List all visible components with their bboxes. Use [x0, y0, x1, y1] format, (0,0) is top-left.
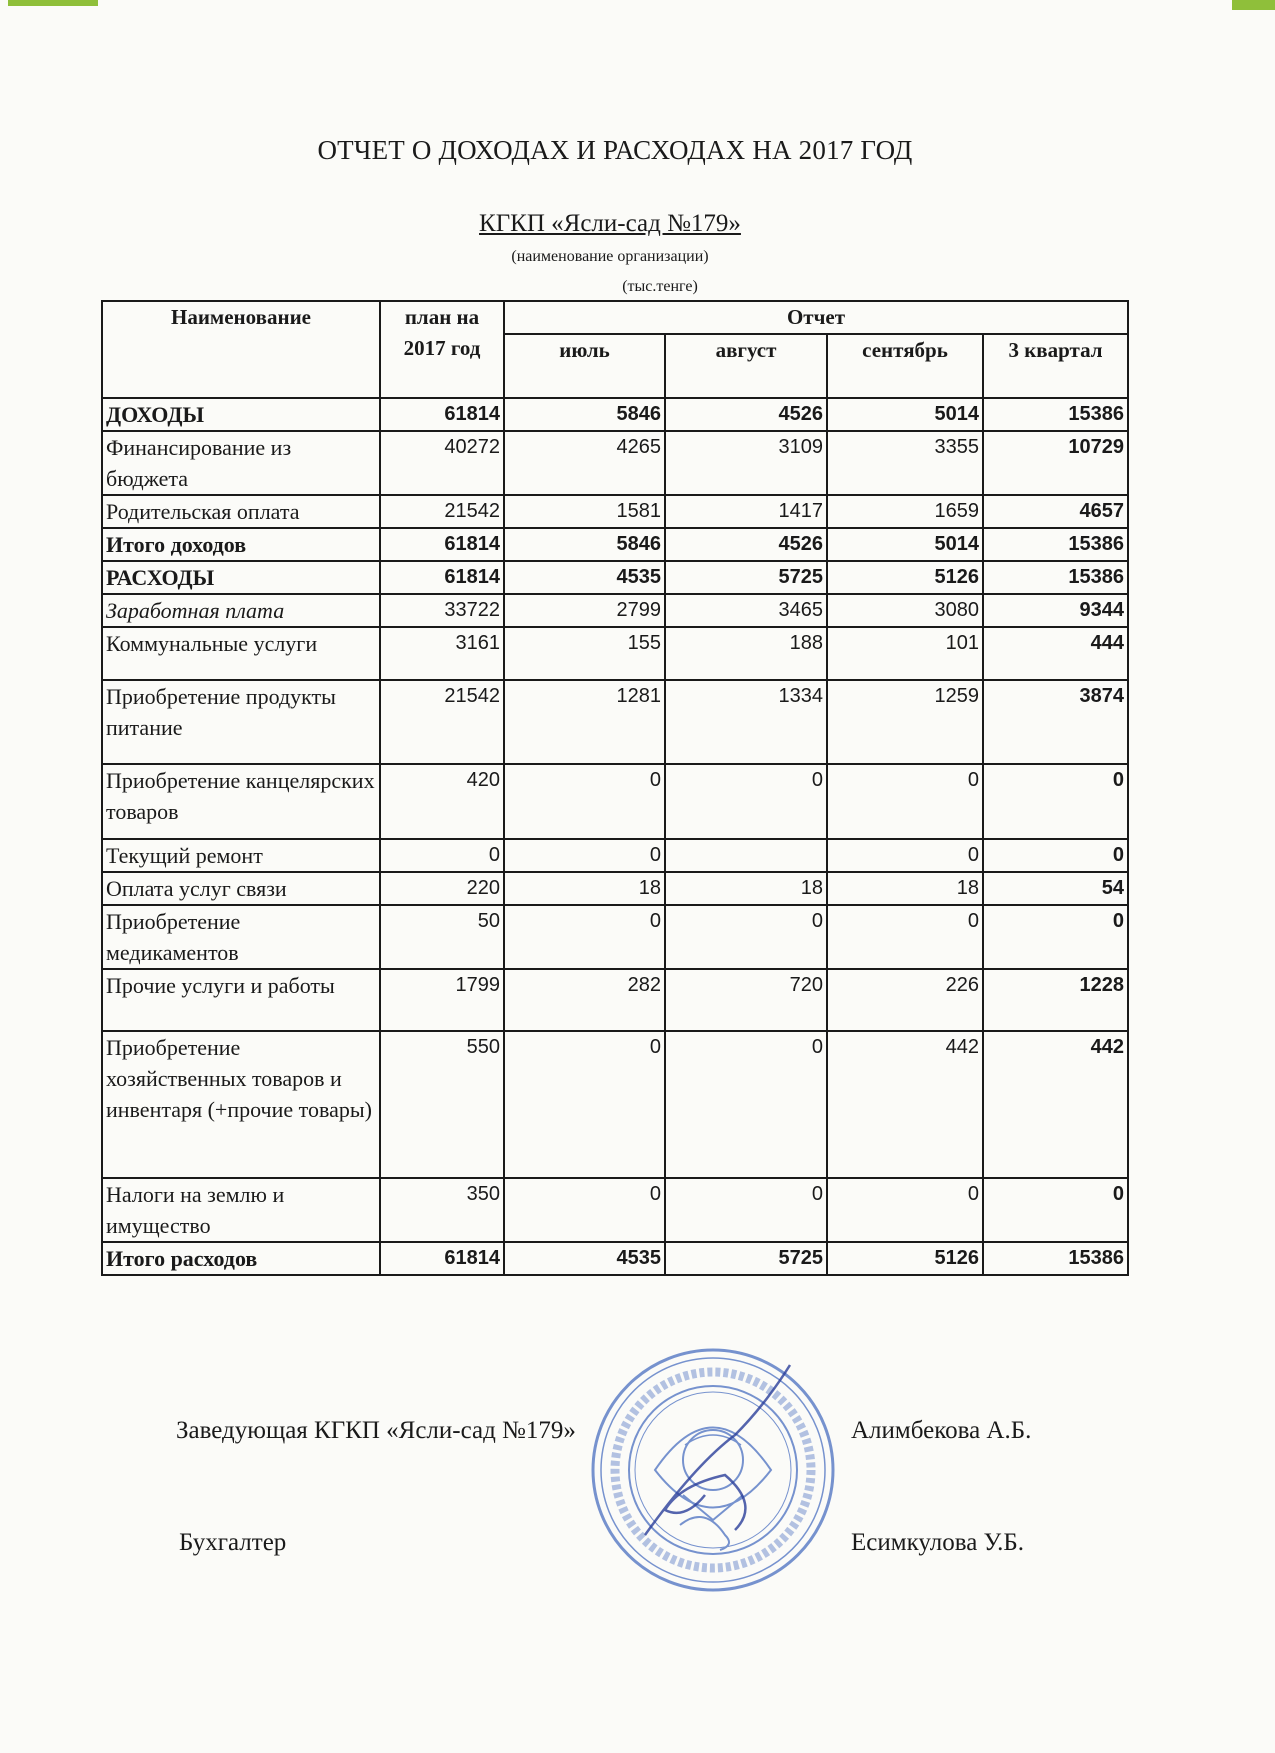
row-august: 720	[665, 969, 827, 1031]
table-row	[102, 431, 1128, 495]
row-august: 1334	[665, 680, 827, 764]
row-quarter: 0	[983, 905, 1128, 969]
row-september: 18	[827, 872, 983, 905]
report-title: ОТЧЕТ О ДОХОДАХ И РАСХОДАХ НА 2017 ГОД	[317, 135, 913, 165]
row-august: 0	[665, 905, 827, 969]
row-name: Приобретение медикаментов	[102, 905, 380, 969]
row-july: 0	[504, 1178, 665, 1242]
row-september: 3080	[827, 594, 983, 627]
row-name: Приобретение продукты питание	[102, 680, 380, 764]
row-name: РАСХОДЫ	[102, 561, 380, 594]
header-quarter: 3 квартал	[983, 334, 1128, 398]
row-plan: 61814	[380, 398, 504, 431]
table-row	[102, 839, 1128, 872]
row-july: 1281	[504, 680, 665, 764]
row-quarter: 15386	[983, 398, 1128, 431]
row-august: 4526	[665, 528, 827, 561]
header-report: Отчет	[504, 301, 1128, 334]
units-caption: (тыс.тенге)	[622, 278, 698, 295]
row-september: 3355	[827, 431, 983, 495]
row-july: 0	[504, 905, 665, 969]
row-august: 0	[665, 1031, 827, 1178]
row-august: 0	[665, 1178, 827, 1242]
table-row	[102, 872, 1128, 905]
income-expense-table	[101, 300, 1129, 1276]
row-quarter: 10729	[983, 431, 1128, 495]
row-july: 4265	[504, 431, 665, 495]
row-september: 442	[827, 1031, 983, 1178]
header-august: август	[665, 334, 827, 398]
row-july: 18	[504, 872, 665, 905]
row-plan: 220	[380, 872, 504, 905]
organization-caption: (наименование организации)	[511, 248, 709, 265]
row-quarter: 0	[983, 764, 1128, 839]
row-name: Прочие услуги и работы	[102, 969, 380, 1031]
row-august: 3109	[665, 431, 827, 495]
row-name: ДОХОДЫ	[102, 398, 380, 431]
corner-mark-right	[1232, 0, 1275, 10]
table-row	[102, 969, 1128, 1031]
row-july: 0	[504, 1031, 665, 1178]
row-september: 0	[827, 839, 983, 872]
row-name: Приобретение хозяйственных товаров и инвентаря (+прочие товары)	[102, 1031, 380, 1178]
table-row	[102, 680, 1128, 764]
row-july: 155	[504, 627, 665, 680]
row-august: 5725	[665, 1242, 827, 1275]
accountant-title: Бухгалтер	[179, 1529, 287, 1556]
row-quarter: 1228	[983, 969, 1128, 1031]
row-september: 5126	[827, 561, 983, 594]
row-plan: 61814	[380, 561, 504, 594]
row-august: 188	[665, 627, 827, 680]
official-seal-stamp	[585, 1345, 841, 1595]
row-quarter: 4657	[983, 495, 1128, 528]
table-row	[102, 905, 1128, 969]
row-september: 0	[827, 1178, 983, 1242]
row-august	[665, 839, 827, 872]
header-plan: план на 2017 год	[380, 301, 504, 398]
row-plan: 21542	[380, 495, 504, 528]
row-september: 1659	[827, 495, 983, 528]
table-row	[102, 528, 1128, 561]
head-title: Заведующая КГКП «Ясли-сад №179»	[176, 1417, 576, 1444]
row-plan: 21542	[380, 680, 504, 764]
row-name: Финансирование из бюджета	[102, 431, 380, 495]
row-august: 5725	[665, 561, 827, 594]
row-plan: 350	[380, 1178, 504, 1242]
table-row	[102, 627, 1128, 680]
row-plan: 3161	[380, 627, 504, 680]
table-row	[102, 398, 1128, 431]
row-september: 101	[827, 627, 983, 680]
row-quarter: 444	[983, 627, 1128, 680]
header-july: июль	[504, 334, 665, 398]
row-name: Родительская оплата	[102, 495, 380, 528]
row-july: 282	[504, 969, 665, 1031]
table-row	[102, 764, 1128, 839]
row-august: 3465	[665, 594, 827, 627]
row-july: 0	[504, 764, 665, 839]
table-row	[102, 495, 1128, 528]
row-plan: 33722	[380, 594, 504, 627]
row-plan: 40272	[380, 431, 504, 495]
row-quarter: 15386	[983, 561, 1128, 594]
row-july: 5846	[504, 398, 665, 431]
row-name: Налоги на землю и имущество	[102, 1178, 380, 1242]
table-row	[102, 1031, 1128, 1178]
header-name: Наименование	[102, 301, 380, 398]
row-plan: 50	[380, 905, 504, 969]
accountant-name: Есимкулова У.Б.	[851, 1529, 1025, 1556]
table-row	[102, 594, 1128, 627]
row-july: 5846	[504, 528, 665, 561]
row-name: Итого расходов	[102, 1242, 380, 1275]
row-september: 1259	[827, 680, 983, 764]
row-name: Оплата услуг связи	[102, 872, 380, 905]
row-august: 18	[665, 872, 827, 905]
row-plan: 0	[380, 839, 504, 872]
row-september: 5014	[827, 398, 983, 431]
row-july: 1581	[504, 495, 665, 528]
table-row	[102, 1242, 1128, 1275]
table-row	[102, 561, 1128, 594]
row-august: 4526	[665, 398, 827, 431]
row-name: Приобретение канцелярских товаров	[102, 764, 380, 839]
row-july: 0	[504, 839, 665, 872]
row-september: 0	[827, 764, 983, 839]
row-plan: 61814	[380, 1242, 504, 1275]
row-plan: 61814	[380, 528, 504, 561]
row-quarter: 3874	[983, 680, 1128, 764]
row-july: 4535	[504, 1242, 665, 1275]
table-row	[102, 1178, 1128, 1242]
organization-name: КГКП «Ясли-сад №179»	[479, 210, 741, 237]
row-plan: 1799	[380, 969, 504, 1031]
row-september: 5014	[827, 528, 983, 561]
row-september: 226	[827, 969, 983, 1031]
row-name: Заработная плата	[102, 594, 380, 627]
row-plan: 550	[380, 1031, 504, 1178]
row-quarter: 0	[983, 839, 1128, 872]
row-plan: 420	[380, 764, 504, 839]
row-quarter: 54	[983, 872, 1128, 905]
row-quarter: 15386	[983, 528, 1128, 561]
row-september: 0	[827, 905, 983, 969]
row-name: Текущий ремонт	[102, 839, 380, 872]
corner-mark-left	[8, 0, 98, 6]
row-august: 0	[665, 764, 827, 839]
row-name: Итого доходов	[102, 528, 380, 561]
header-september: сентябрь	[827, 334, 983, 398]
row-name: Коммунальные услуги	[102, 627, 380, 680]
row-july: 2799	[504, 594, 665, 627]
row-quarter: 442	[983, 1031, 1128, 1178]
row-quarter: 15386	[983, 1242, 1128, 1275]
row-september: 5126	[827, 1242, 983, 1275]
head-name: Алимбекова А.Б.	[851, 1417, 1032, 1444]
row-quarter: 9344	[983, 594, 1128, 627]
row-august: 1417	[665, 495, 827, 528]
row-july: 4535	[504, 561, 665, 594]
row-quarter: 0	[983, 1178, 1128, 1242]
